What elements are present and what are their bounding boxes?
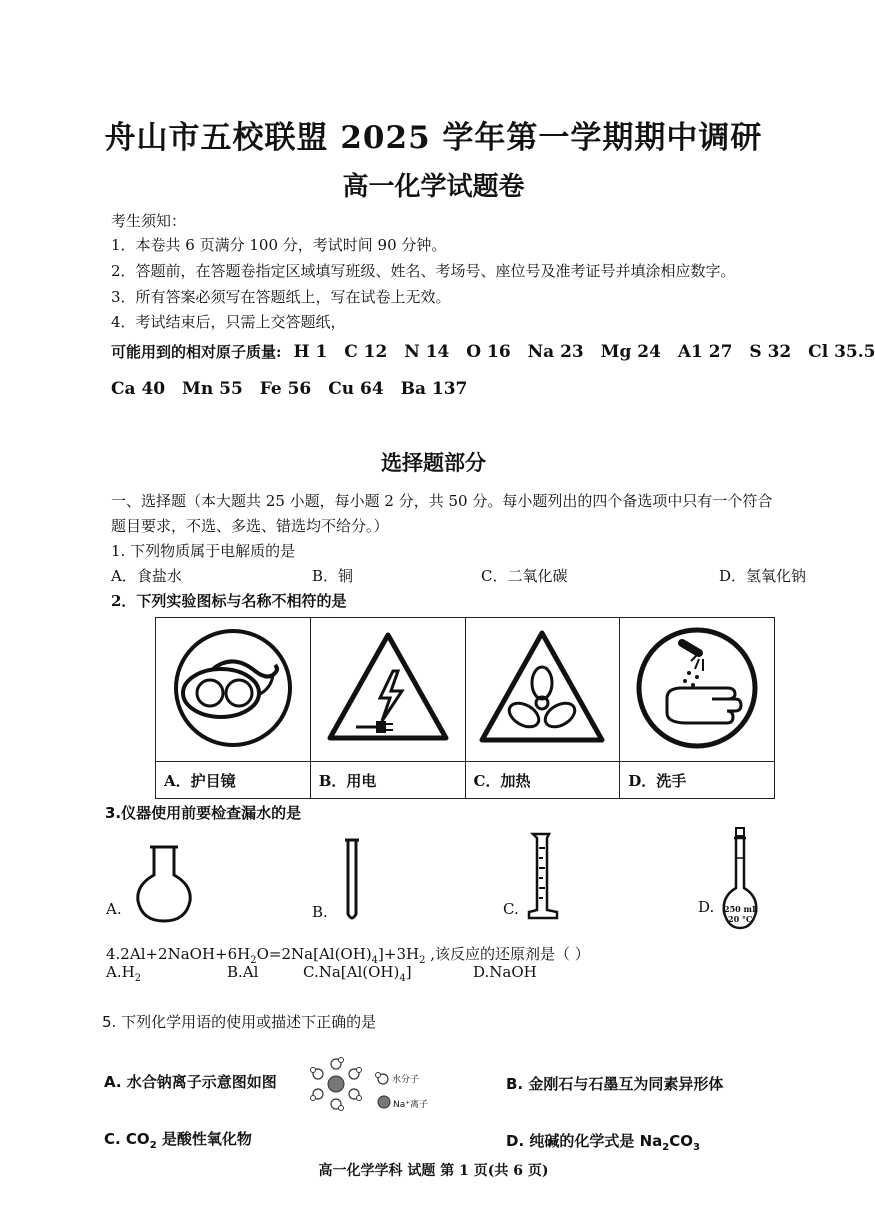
- atomic-mass: Mn 55: [182, 379, 243, 399]
- atomic-mass-line-1: [111, 341, 875, 362]
- icon-caption-a: A．护目镜: [156, 762, 311, 799]
- hydrated-sodium-ion-diagram: [308, 1056, 364, 1112]
- sodium-ion-legend-label: Na⁺离子: [393, 1100, 428, 1110]
- q4-part: O=2Na[Al(OH): [256, 945, 372, 963]
- electricity-warning-icon: [318, 623, 458, 753]
- notice-item: 4．考试结束后，只需上交答题纸，: [111, 313, 346, 331]
- q4-part: ]+3H: [378, 945, 420, 963]
- question-2-icon-table: [155, 617, 775, 799]
- question-5-option-a: A. 水合钠离子示意图如图: [104, 1073, 277, 1091]
- question-1-option-c: C．二氧化碳: [481, 567, 568, 585]
- water-molecule-legend-icon: [375, 1071, 391, 1085]
- icon-caption-d: D．洗手: [620, 762, 775, 799]
- question-1-option-a: A．食盐水: [111, 567, 182, 585]
- atomic-mass: O 16: [466, 342, 511, 362]
- page-footer: 高一化学学科 试题 第 1 页(共 6 页): [318, 1163, 549, 1179]
- notice-heading: 考生须知：: [111, 212, 187, 230]
- atomic-mass-line-2: [111, 379, 467, 399]
- icon-cell: [156, 618, 311, 762]
- question-1-option-d: D．氢氧化钠: [719, 567, 807, 585]
- atomic-mass: Fe 56: [259, 379, 312, 399]
- question-3-option-c: C.: [503, 900, 519, 918]
- atomic-mass: A1 27: [677, 342, 733, 362]
- atomic-mass: S 32: [749, 342, 792, 362]
- q5-d-text: CO: [669, 1132, 694, 1150]
- icon-cell: [620, 618, 775, 762]
- atomic-mass: Ca 40: [111, 379, 166, 399]
- question-3-option-a: A.: [106, 900, 122, 918]
- graduated-cylinder-icon: [525, 830, 561, 922]
- q5-sub: 2: [149, 1140, 157, 1151]
- atomic-mass: N 14: [404, 342, 450, 362]
- atomic-mass: Cl 35.5: [808, 342, 875, 362]
- q4-sub: 4: [371, 955, 379, 966]
- question-2-stem: 2．下列实验图标与名称不相符的是: [111, 592, 347, 610]
- hand-wash-icon: [627, 623, 767, 753]
- question-4-option-d: D.NaOH: [473, 963, 537, 981]
- q5-sub: 2: [662, 1142, 670, 1153]
- question-5-option-c: [104, 1128, 252, 1151]
- question-5-stem: 5. 下列化学用语的使用或描述下正确的是: [102, 1013, 377, 1031]
- notice-item: 1．本卷共 6 页满分 100 分，考试时间 90 分钟。: [111, 236, 447, 254]
- question-1-option-b: B．铜: [312, 567, 354, 585]
- exam-subtitle: 高一化学试题卷: [342, 172, 525, 202]
- notice-item: 2．答题前，在答题卷指定区域填写班级、姓名、考场号、座位号及准考证号并填涂相应数字。: [111, 262, 736, 280]
- q4-opt-text: ]: [405, 963, 412, 981]
- icon-caption-c: C．加热: [465, 762, 620, 799]
- fan-ventilation-icon: [472, 623, 612, 753]
- q4-part: ,该反应的还原剂是（ ）: [425, 945, 590, 963]
- atomic-mass: Cu 64: [328, 379, 384, 399]
- flask-label-temp: 20 °C: [728, 914, 753, 924]
- question-5-option-b: B. 金刚石与石墨互为同素异形体: [506, 1075, 724, 1093]
- question-4-option-b: B.Al: [227, 963, 259, 981]
- q4-opt-text: C.Na[Al(OH): [303, 963, 400, 981]
- water-molecule-legend-label: 水分子: [392, 1075, 420, 1085]
- question-3-stem: 3.仪器使用前要检查漏水的是: [105, 804, 302, 822]
- question-5-option-d: [506, 1130, 700, 1153]
- q4-sub: 4: [399, 973, 406, 984]
- question-3-option-d: D.: [698, 898, 715, 916]
- q4-opt-text: A.H: [106, 963, 135, 981]
- sodium-ion-legend-icon: [377, 1095, 391, 1109]
- q4-sub: 2: [134, 973, 142, 984]
- atomic-mass: Mg 24: [600, 342, 661, 362]
- section-title: 选择题部分: [381, 450, 486, 475]
- part-one-instructions-cont: 题目要求，不选、多选、错选均不给分。）: [111, 517, 389, 535]
- atomic-mass: Na 23: [527, 342, 584, 362]
- q5-c-text: C. CO: [104, 1130, 150, 1148]
- q5-d-text: D. 纯碱的化学式是 Na: [506, 1132, 663, 1150]
- flask-label-volume: 250 mL: [724, 904, 758, 914]
- goggles-icon: [163, 623, 303, 753]
- atomic-mass: H 1: [293, 342, 328, 362]
- notice-item: 3．所有答案必须写在答题纸上，写在试卷上无效。: [111, 288, 451, 306]
- atomic-mass-label: 可能用到的相对原子质量:: [111, 343, 282, 361]
- round-bottom-flask-icon: [132, 843, 196, 923]
- atomic-mass: Ba 137: [400, 379, 468, 399]
- icon-cell: [310, 618, 465, 762]
- atomic-mass: C 12: [344, 342, 388, 362]
- icon-cell: [465, 618, 620, 762]
- q5-sub: 3: [693, 1142, 700, 1153]
- question-1-stem: 1. 下列物质属于电解质的是: [111, 542, 296, 560]
- part-one-instructions: 一、选择题（本大题共 25 小题，每小题 2 分，共 50 分。每小题列出的四个备选项中只有一个符合: [111, 492, 773, 510]
- icon-caption-b: B．用电: [310, 762, 465, 799]
- q4-sub: 2: [419, 955, 426, 966]
- q4-part: 4.2Al+2NaOH+6H: [106, 945, 251, 963]
- exam-title: 舟山市五校联盟 2025 学年第一学期期中调研: [104, 120, 763, 156]
- question-4-option-a: [106, 963, 141, 984]
- question-3-option-b: B.: [312, 903, 328, 921]
- test-tube-icon: [340, 838, 364, 924]
- question-4-option-c: [303, 963, 412, 984]
- q5-c-text: 是酸性氧化物: [156, 1130, 252, 1148]
- q4-sub: 2: [250, 955, 257, 966]
